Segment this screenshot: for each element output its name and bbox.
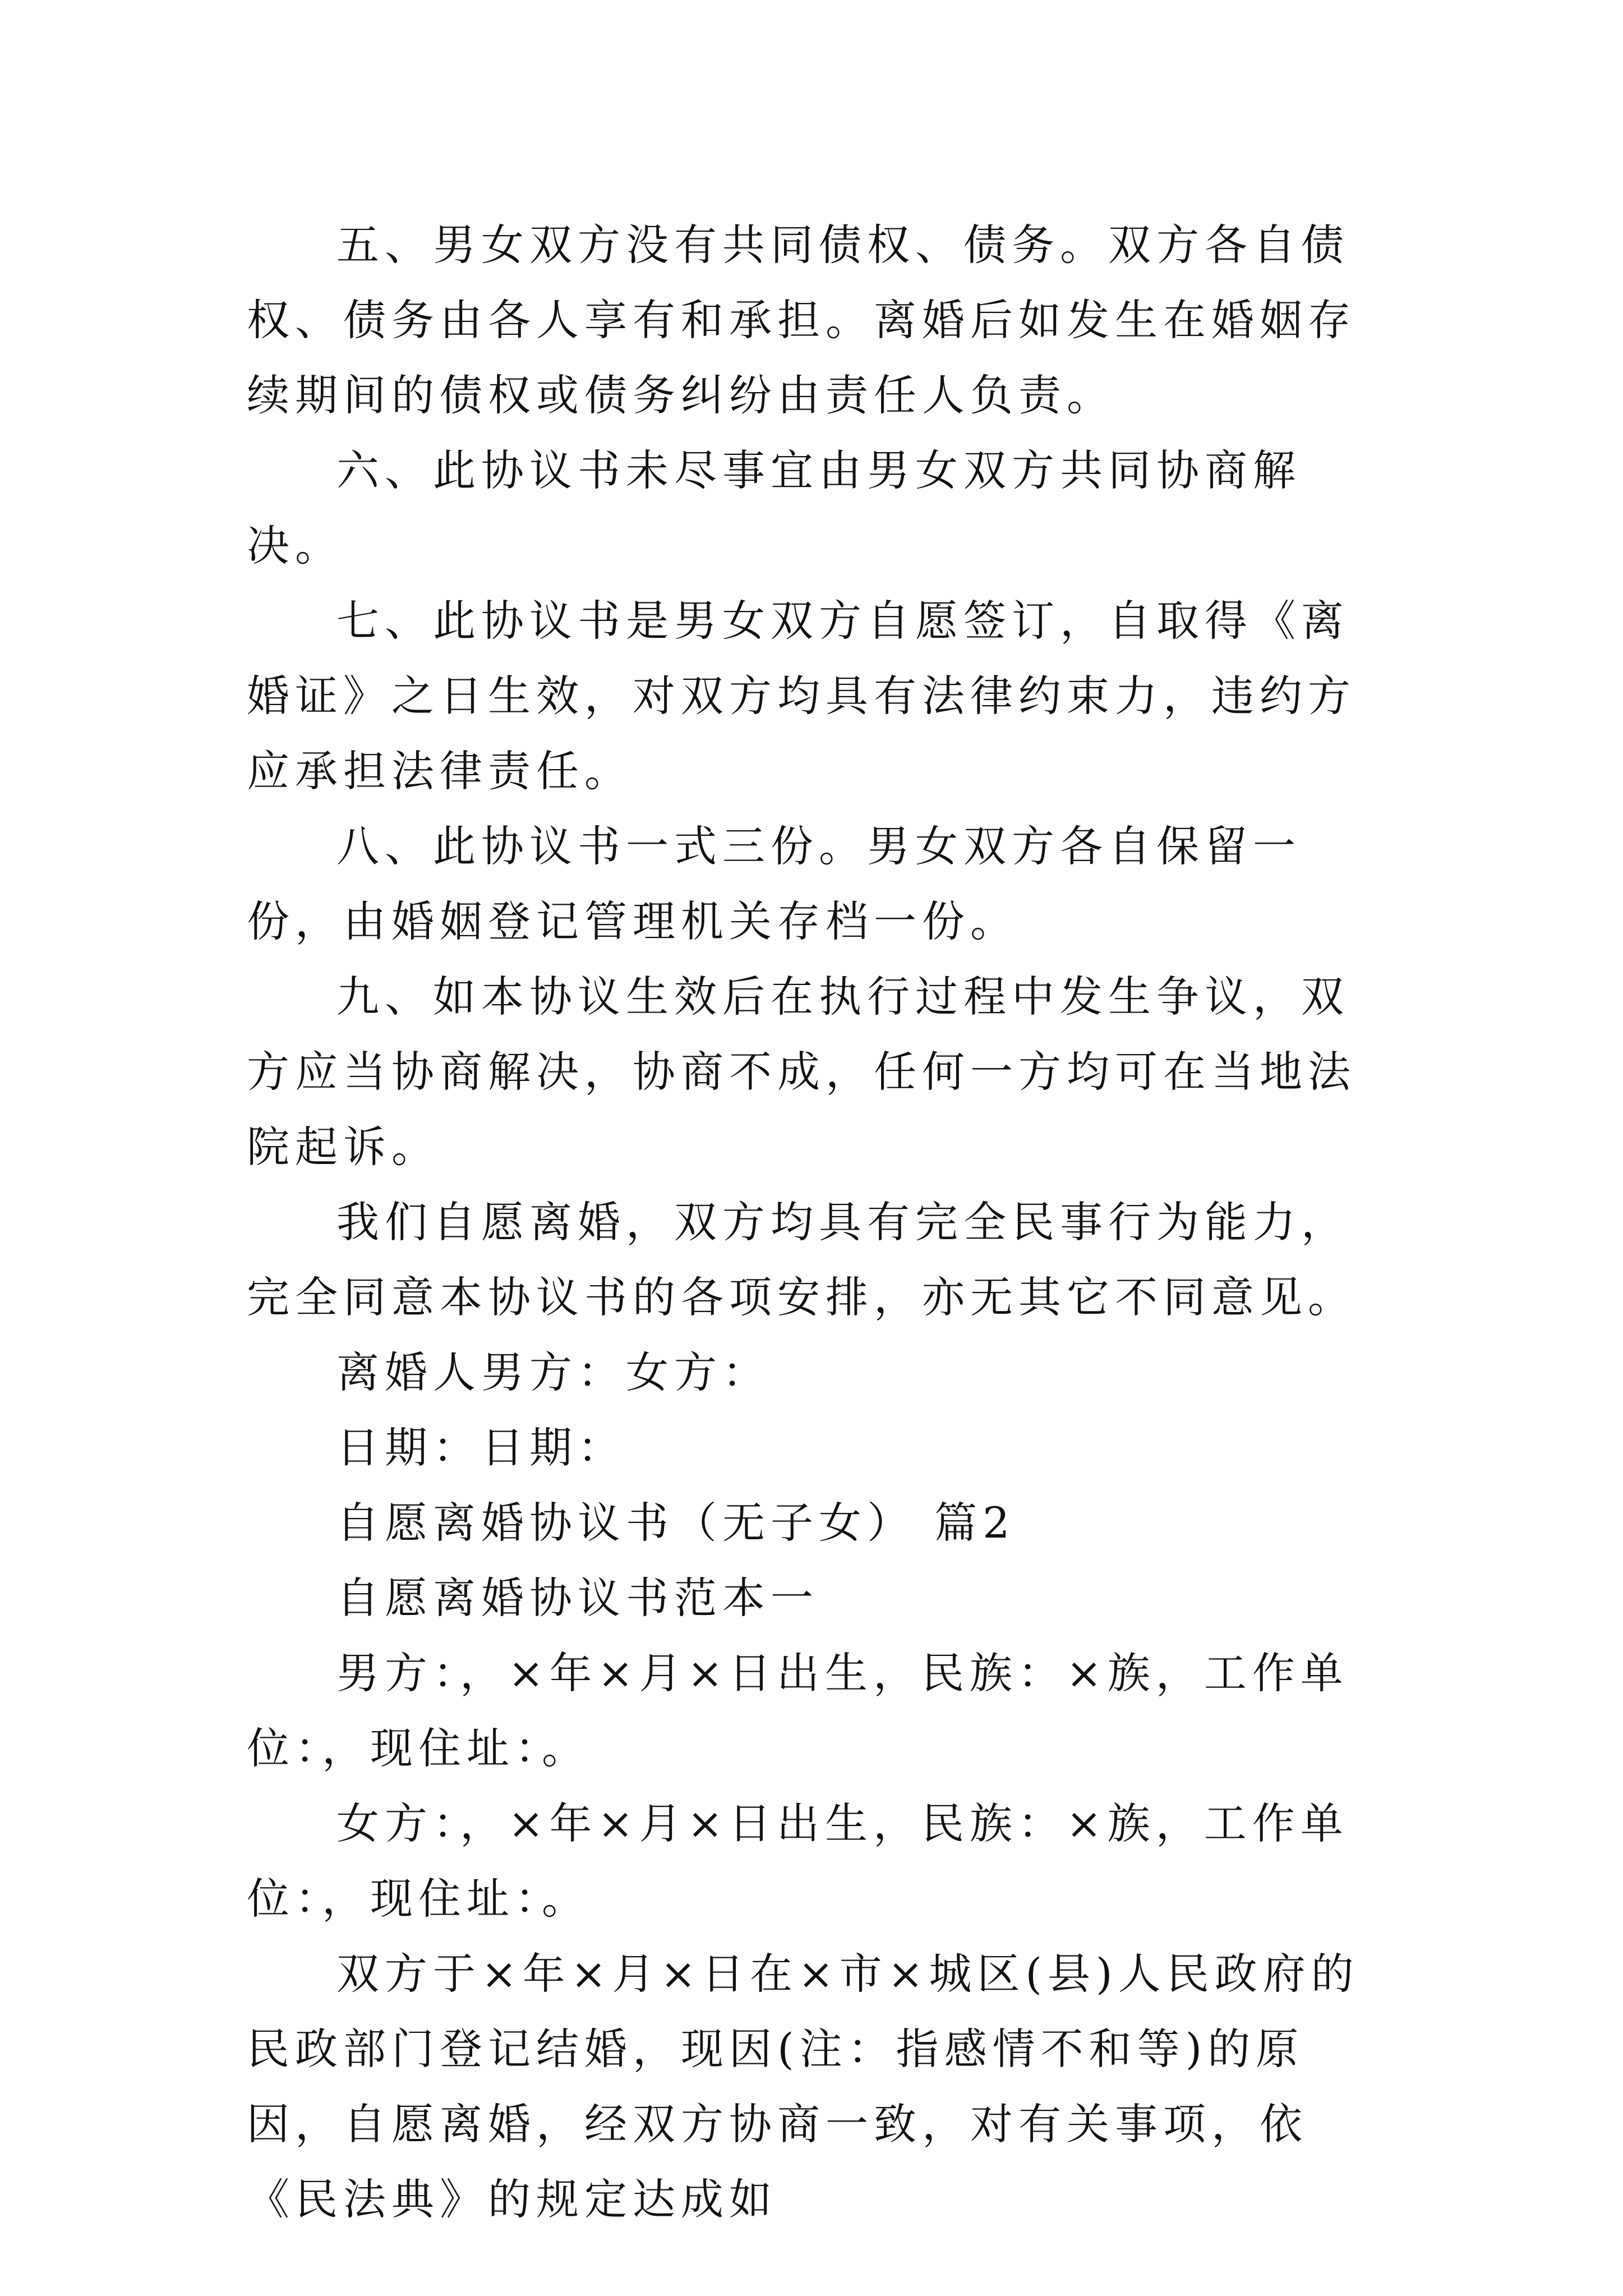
signature-line: 离婚人男方：女方： xyxy=(336,1347,771,1397)
paragraph-male-party: 男方：，×年×月×日出生，民族：×族，工作单位：，现住址：。 xyxy=(247,1648,1349,1773)
date-line: 日期：日期： xyxy=(336,1423,626,1473)
paragraph-marriage-registration: 双方于×年×月×日在×市×城区(县)人民政府的民政部门登记结婚，现因(注：指感情不和等)的原因，自愿离婚，经双方协商一致，对有关事项，依《民法典》的规定达成如 xyxy=(247,1949,1359,2224)
paragraph-disputes: 九、如本协议生效后在执行过程中发生争议，双方应当协商解决，协商不成，任何一方均可在当地法院起诉。 xyxy=(247,972,1356,1172)
paragraph-effective-date: 七、此协议书是男女双方自愿签订，自取得《离婚证》之日生效，对双方均具有法律约束力，违约方应承担法律责任。 xyxy=(247,596,1356,796)
paragraph-debts: 五、男女双方没有共同债权、债务。双方各自债权、债务由各人享有和承担。离婚后如发生在婚姻存续期间的债权或债务纠纷由责任人负责。 xyxy=(247,220,1356,420)
section-title: 自愿离婚协议书（无子女） 篇2 xyxy=(336,1498,1016,1548)
paragraph-copies: 八、此协议书一式三份。男女双方各自保留一份，由婚姻登记管理机关存档一份。 xyxy=(247,821,1301,946)
document-body xyxy=(247,208,1380,2237)
paragraph-female-party: 女方：，×年×月×日出生，民族：×族，工作单位：，现住址：。 xyxy=(247,1798,1349,1924)
paragraph-unresolved-matters: 六、此协议书未尽事宜由男女双方共同协商解决。 xyxy=(247,445,1301,570)
paragraph-voluntary-statement: 我们自愿离婚，双方均具有完全民事行为能力，完全同意本协议书的各项安排，亦无其它不同意见。 xyxy=(247,1197,1356,1322)
template-title: 自愿离婚协议书范本一 xyxy=(336,1573,819,1623)
